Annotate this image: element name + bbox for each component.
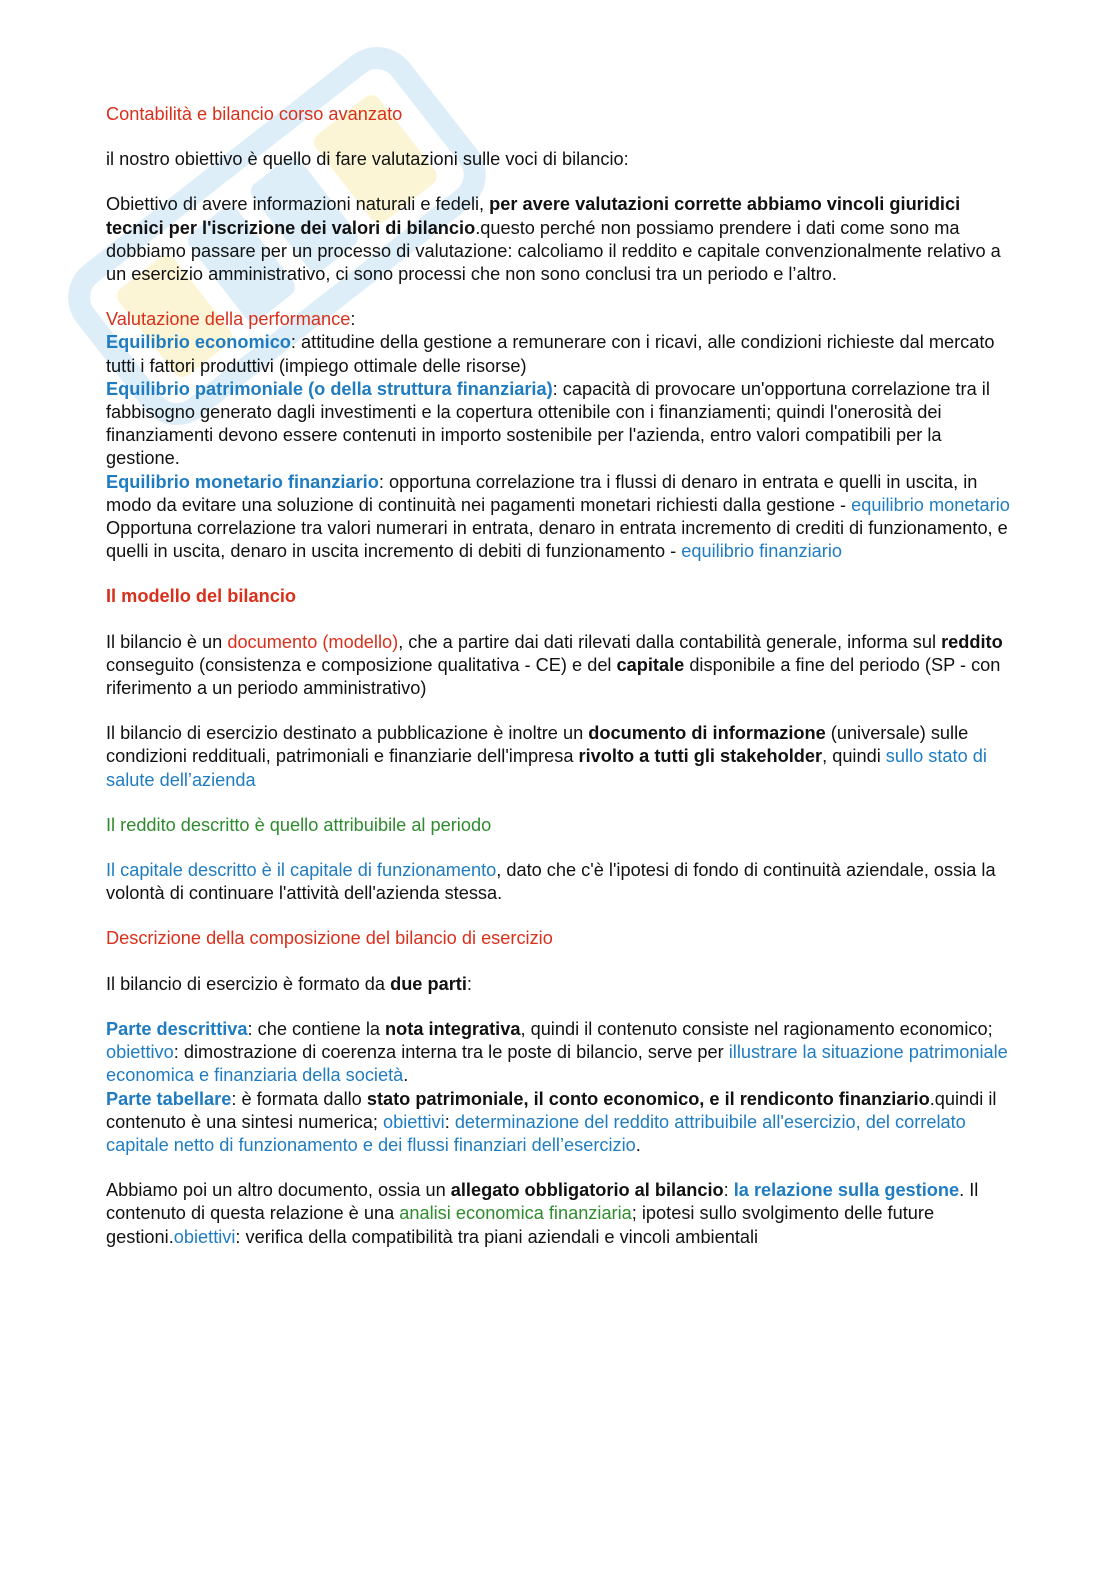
reddito-paragraph: Il reddito descritto è quello attribuibile al periodo [106, 814, 492, 835]
objective-paragraph: Obiettivo di avere informazioni naturali e fedeli, per avere valutazioni corrette abbiamo vincoli giuridici tecnici per l'iscrizione dei valori di bilancio.questo perché non possiamo prendere i dati come sono ma dobbiamo passare per un processo di valutazione: calcoliamo il reddito e capitale convenzionalmente relativo a un esercizio amministrativo, ci sono processi che non sono conclusi tra un periodo e l’altro. [106, 194, 1001, 285]
model-heading: Il modello del bilancio [106, 586, 296, 607]
performance-heading: Valutazione della performance [106, 309, 351, 330]
term-parte-descrittiva: Parte descrittiva [106, 1018, 248, 1039]
capitale-paragraph: Il capitale descritto è il capitale di funzionamento, dato che c'è l'ipotesi di fondo di continuità aziendale, ossia la volontà di continuare l'attività dell'azienda stessa. [106, 860, 996, 904]
intro-paragraph: il nostro obiettivo è quello di fare valutazioni sulle voci di bilancio: [106, 149, 629, 170]
document-title: Contabilità e bilancio corso avanzato [106, 104, 403, 124]
term-equilibrio-patrimoniale: Equilibrio patrimoniale (o della struttura finanziaria) [106, 378, 553, 399]
document-body [106, 103, 1011, 1271]
performance-section: Valutazione della performance: Equilibrio economico: attitudine della gestione a remunerare con i ricavi, alle condizioni richieste dal mercato tutti i fattori produttivi (impiego ottimale delle risorse) Equilibrio patrimoniale (o della struttura finanziaria): capacità di provocare un'opportuna correlazione tra il fabbisogno generato dagli investimenti e la copertura ottenibile con i finanziamenti; quindi l'onerosità dei finanziamenti devono essere contenuti in importo sostenibile per l'azienda, entro valori compatibili per la gestione. Equilibrio monetario finanziario: opportuna correlazione tra i flussi di denaro in entrata e quelli in uscita, in modo da evitare una soluzione di continuità nei pagamenti monetari richiesti dalla gestione - equilibrio monetario Opportuna correlazione tra valori numerari in entrata, denaro in entrata incremento di crediti di funzionamento, e quelli in uscita, denaro in uscita incremento di debiti di funzionamento - equilibrio finanziario [106, 309, 1010, 562]
model-paragraph-2: Il bilancio di esercizio destinato a pubblicazione è inoltre un documento di informazione (universale) sulle condizioni reddituali, patrimoniali e finanziarie dell'impresa rivolto a tutti gli stakeholder, quindi sullo stato di salute dell’azienda [106, 723, 987, 790]
allegato-paragraph: Abbiamo poi un altro documento, ossia un allegato obbligatorio al bilancio: la relazione sulla gestione. Il contenuto di questa relazione è una analisi economica finanziaria; ipotesi sullo svolgimento delle future gestioni.obiettivi: verifica della compatibilità tra piani aziendali e vincoli ambientali [106, 1180, 979, 1247]
model-paragraph-1: Il bilancio è un documento (modello), che a partire dai dati rilevati dalla contabilità generale, informa sul reddito conseguito (consistenza e composizione qualitativa - CE) e del capitale disponibile a fine del periodo (SP - con riferimento a un periodo amministrativo) [106, 631, 1003, 699]
term-equilibrio-economico: Equilibrio economico [106, 332, 291, 353]
term-equilibrio-monetario-finanziario: Equilibrio monetario finanziario [106, 471, 379, 492]
two-parts-paragraph: Il bilancio di esercizio è formato da due parti: [106, 973, 472, 994]
term-parte-tabellare: Parte tabellare [106, 1088, 232, 1109]
composition-heading: Descrizione della composizione del bilancio di esercizio [106, 928, 553, 949]
parts-detail-paragraph: Parte descrittiva: che contiene la nota integrativa, quindi il contenuto consiste nel ragionamento economico; obiettivo: dimostrazione di coerenza interna tra le poste di bilancio, serve per illustrare la situazione patrimoniale economica e finanziaria della società. Parte tabellare: è formata dallo stato patrimoniale, il conto economico, e il rendiconto finanziario.quindi il contenuto è una sintesi numerica; obiettivi: determinazione del reddito attribuibile all'esercizio, del correlato capitale netto di funzionamento e dei flussi finanziari dell’esercizio. [106, 1018, 1008, 1155]
